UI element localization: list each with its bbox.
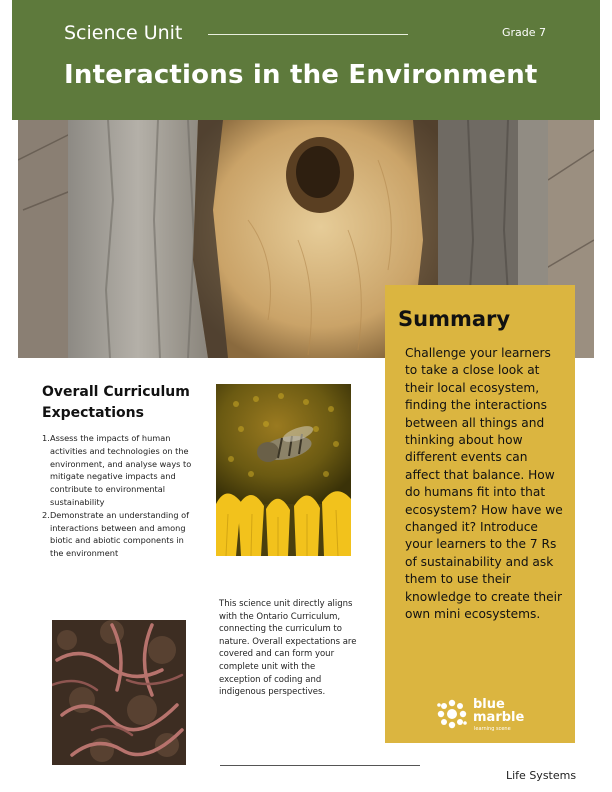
logo-word-marble: marble	[473, 710, 525, 725]
bottom-divider	[220, 765, 420, 766]
earthworms-photo	[52, 620, 186, 765]
blue-marble-logo	[435, 697, 535, 733]
list-item	[42, 509, 192, 560]
list-item-text: Demonstrate an understanding of interactions between and among biotic and abiotic components in the environment	[50, 509, 190, 559]
summary-title: Summary	[398, 307, 511, 331]
summary-box	[385, 285, 575, 743]
header-banner	[12, 0, 600, 120]
bee-sunflower-photo	[216, 384, 351, 556]
unit-description: This science unit directly aligns with the Ontario Curriculum, connecting the curriculum to nature. Overall expectations are covered and can form your complete unit with the exception of coding and indigenous perspectives.	[219, 599, 357, 698]
logo-tagline: learning scene	[474, 726, 511, 732]
list-item-number: 2.	[42, 509, 50, 520]
marble-logo-icon	[435, 697, 469, 731]
page-title: Interactions in the Environment	[64, 60, 538, 90]
list-item-number: 1.	[42, 433, 50, 443]
curriculum-heading: Overall Curriculum Expectations	[42, 384, 190, 421]
footer-label: Life Systems	[506, 769, 577, 782]
header-divider	[208, 34, 408, 35]
curriculum-list	[42, 432, 192, 560]
list-item-text: Assess the impacts of human activities and technologies on the environment, and analyse ways to mitigate negative impacts and contribute to environmental sustainability	[50, 433, 192, 507]
grade-label: Grade 7	[502, 26, 547, 39]
logo-word-blue: blue	[473, 697, 505, 712]
unit-label: Science Unit	[64, 22, 183, 44]
list-item	[42, 432, 192, 509]
summary-text: Challenge your learners to take a close look at their local ecosystem, finding the interactions between all things and thinking about how different events can affect that balance. How do humans fit into that ecosystem? How have we changed it? Introduce your learners to the 7 Rs of sustainability and ask them to use their knowledge to create their own mini ecosystems.	[405, 346, 563, 622]
